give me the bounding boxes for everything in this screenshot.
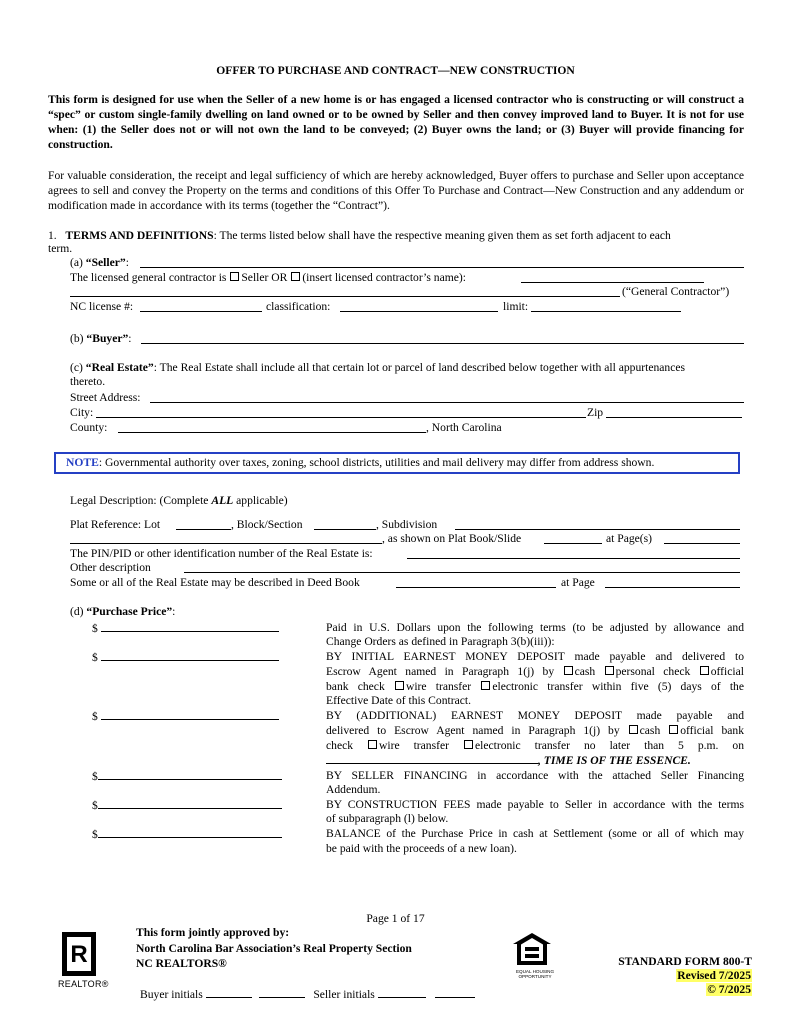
classification-label: classification: (266, 300, 331, 313)
additional-deposit-field[interactable] (101, 708, 279, 720)
additional-official-checkbox[interactable] (669, 725, 678, 734)
county-label: County: (70, 421, 108, 434)
license-field[interactable] (140, 300, 262, 312)
initial-deposit-line3: bank check wire transfer electronic transfer within five (5) days of the (326, 680, 745, 693)
additional-deposit-amount-row: $ (92, 708, 279, 724)
equal-housing-text: EQUAL HOUSING OPPORTUNITY (515, 969, 555, 979)
additional-electronic-checkbox[interactable] (464, 740, 473, 749)
general-contractor-label: (“General Contractor”) (622, 285, 730, 298)
approval-block: This form jointly approved by: North Carolina Bar Association’s Real Property Section NC REALTORS® (136, 926, 412, 970)
purchase-price-label: (d) “Purchase Price”: (70, 605, 176, 618)
page-number: Page 1 of 17 (366, 912, 425, 925)
seller-financing-amount-row: $ (92, 768, 282, 784)
plat-pages-field[interactable] (664, 532, 740, 544)
contractor-line: The licensed general contractor is Seller OR (insert licensed contractor’s name): (70, 271, 466, 284)
plat-book-field[interactable] (544, 532, 602, 544)
deed-page-field[interactable] (605, 576, 740, 588)
initial-deposit-amount-row: $ (92, 649, 279, 665)
initial-cash-checkbox[interactable] (564, 666, 573, 675)
real-estate-desc-line2: thereto. (70, 375, 106, 388)
construction-fees-line1: BY CONSTRUCTION FEES made payable to Seller in accordance with the terms (326, 798, 744, 811)
purchase-price-amount-row: $ (92, 620, 279, 636)
license-label: NC license #: (70, 300, 134, 313)
initial-deposit-line1: BY INITIAL EARNEST MONEY DEPOSIT made payable and delivered to (326, 650, 744, 663)
initial-personal-check-checkbox[interactable] (605, 666, 614, 675)
seller-label: (a) “Seller”: (70, 256, 129, 269)
plat-subdivision-label: , Subdivision (376, 518, 438, 531)
pin-field[interactable] (407, 547, 740, 559)
plat-lot-label: Plat Reference: Lot (70, 518, 161, 531)
state-text: , North Carolina (426, 421, 502, 434)
balance-line2: be paid with the proceeds of a new loan). (326, 842, 517, 855)
additional-wire-checkbox[interactable] (368, 740, 377, 749)
purchase-price-field[interactable] (101, 620, 279, 632)
initial-electronic-checkbox[interactable] (481, 681, 490, 690)
copyright-date: © 7/2025 (707, 983, 751, 996)
additional-deposit-date-field[interactable] (326, 752, 538, 764)
section1-heading: TERMS AND DEFINITIONS (65, 229, 214, 242)
intro-paragraph: For valuable consideration, the receipt and legal sufficiency of which are hereby acknowledged, Buyer offers to purchase and Seller upon acceptance agrees to sell and convey the Property on the terms and conditions of this Offer To Purchase and Contract—New Construction and any addendum or modification made in accordance with its terms (together the “Contract”). (48, 169, 744, 212)
deed-page-label: at Page (561, 576, 595, 589)
buyer-name-field[interactable] (141, 332, 744, 344)
street-field[interactable] (150, 391, 744, 403)
deed-book-label: Some or all of the Real Estate may be described in Deed Book (70, 576, 360, 589)
seller-financing-line1: BY SELLER FINANCING in accordance with the attached Seller Financing (326, 769, 744, 782)
note-text: NOTE: Governmental authority over taxes, zoning, school districts, utilities and mail delivery may differ from address shown. (66, 456, 655, 469)
other-description-field[interactable] (184, 561, 740, 573)
limit-label: limit: (503, 300, 529, 313)
initial-official-checkbox[interactable] (700, 666, 709, 675)
equal-housing-icon (512, 932, 552, 966)
contractor-other-checkbox[interactable] (291, 272, 300, 281)
initial-deposit-line4: Effective Date of this Contract. (326, 694, 471, 707)
form-number: STANDARD FORM 800-T (618, 955, 752, 968)
contractor-name-field[interactable] (521, 271, 704, 283)
seller-financing-field[interactable] (98, 768, 282, 780)
pin-label: The PIN/PID or other identification number of the Real Estate is: (70, 547, 373, 560)
plat-book-label: , as shown on Plat Book/Slide (382, 532, 522, 545)
seller-name-field[interactable] (140, 256, 744, 268)
contractor-name-field-2[interactable] (70, 285, 620, 297)
pp-terms-line2: Change Orders as defined in Paragraph 3(b)(iii)): (326, 635, 555, 648)
street-label: Street Address: (70, 391, 141, 404)
intro-bold-notice: This form is designed for use when the Seller of a new home is or has engaged a licensed contractor who is constructing or will construct a “spec” or custom single-family dwelling on land owned or to be owned by Seller and then convey improved land to Buyer. It is not for use when: (1) the Seller does not or will not own the land to be conveyed; (2) Buyer owns the land; or (3) Buyer will provide financing for construction. (48, 93, 744, 151)
initial-deposit-field[interactable] (101, 649, 279, 661)
plat-subdivision-field[interactable] (455, 518, 740, 530)
realtor-wordmark: REALTOR® (58, 979, 109, 989)
balance-field[interactable] (98, 826, 282, 838)
real-estate-label: (c) “Real Estate”: The Real Estate shall include all that certain lot or parcel of land described below together with all appurtenances (70, 361, 686, 374)
section1-number: 1. (48, 229, 57, 242)
other-description-label: Other description (70, 561, 151, 574)
initials-line: Buyer initials Seller initials (140, 986, 475, 1001)
revised-date: Revised 7/2025 (677, 969, 751, 982)
section1-text-line2: term. (48, 242, 73, 255)
section1-heading-line (48, 228, 671, 243)
plat-pages-label: at Page(s) (606, 532, 653, 545)
additional-cash-checkbox[interactable] (629, 725, 638, 734)
deed-book-field[interactable] (396, 576, 556, 588)
buyer-initials-field-2[interactable] (259, 986, 305, 998)
plat-block-label: , Block/Section (231, 518, 303, 531)
plat-lot-field[interactable] (176, 518, 231, 530)
form-title: OFFER TO PURCHASE AND CONTRACT—NEW CONSTRUCTION (216, 64, 575, 77)
realtor-logo-icon: R (62, 932, 96, 976)
buyer-label: (b) “Buyer”: (70, 332, 132, 345)
seller-financing-line2: Addendum. (326, 783, 381, 796)
additional-deposit-line4: , TIME IS OF THE ESSENCE. (326, 752, 744, 768)
subdivision-field-2[interactable] (70, 532, 382, 544)
construction-fees-field[interactable] (98, 797, 282, 809)
balance-line1: BALANCE of the Purchase Price in cash at Settlement (some or all of which may (326, 827, 744, 840)
contractor-seller-checkbox[interactable] (230, 272, 239, 281)
city-field[interactable] (96, 406, 586, 418)
additional-deposit-line3: check wire transfer electronic transfer no later than 5 p.m. on (326, 739, 744, 752)
seller-initials-field-2[interactable] (435, 986, 475, 998)
legal-description-label: Legal Description: (Complete ALL applicable) (70, 494, 288, 507)
zip-label: Zip (587, 406, 604, 419)
construction-fees-amount-row: $ (92, 797, 282, 813)
form-id-block (560, 955, 752, 997)
additional-deposit-line1: BY (ADDITIONAL) EARNEST MONEY DEPOSIT made payable and (326, 709, 744, 722)
construction-fees-line2: of subparagraph (l) below. (326, 812, 449, 825)
plat-block-field[interactable] (314, 518, 376, 530)
additional-deposit-line2: delivered to Escrow Agent named in Paragraph 1(j) by cash official bank (326, 724, 745, 737)
limit-field[interactable] (531, 300, 681, 312)
county-field[interactable] (118, 421, 426, 433)
city-label: City: (70, 406, 94, 419)
classification-field[interactable] (340, 300, 498, 312)
balance-amount-row: $ (92, 826, 282, 842)
buyer-initials-field-1[interactable] (206, 986, 252, 998)
initial-wire-checkbox[interactable] (395, 681, 404, 690)
zip-field[interactable] (606, 406, 742, 418)
section1-text: : The terms listed below shall have the respective meaning given them as set forth adjacent to each (213, 229, 671, 242)
seller-initials-field-1[interactable] (378, 986, 426, 998)
initial-deposit-line2: Escrow Agent named in Paragraph 1(j) by cash personal check official (326, 665, 744, 678)
pp-terms-line1: Paid in U.S. Dollars upon the following terms (to be adjusted by allowance and (326, 621, 744, 634)
